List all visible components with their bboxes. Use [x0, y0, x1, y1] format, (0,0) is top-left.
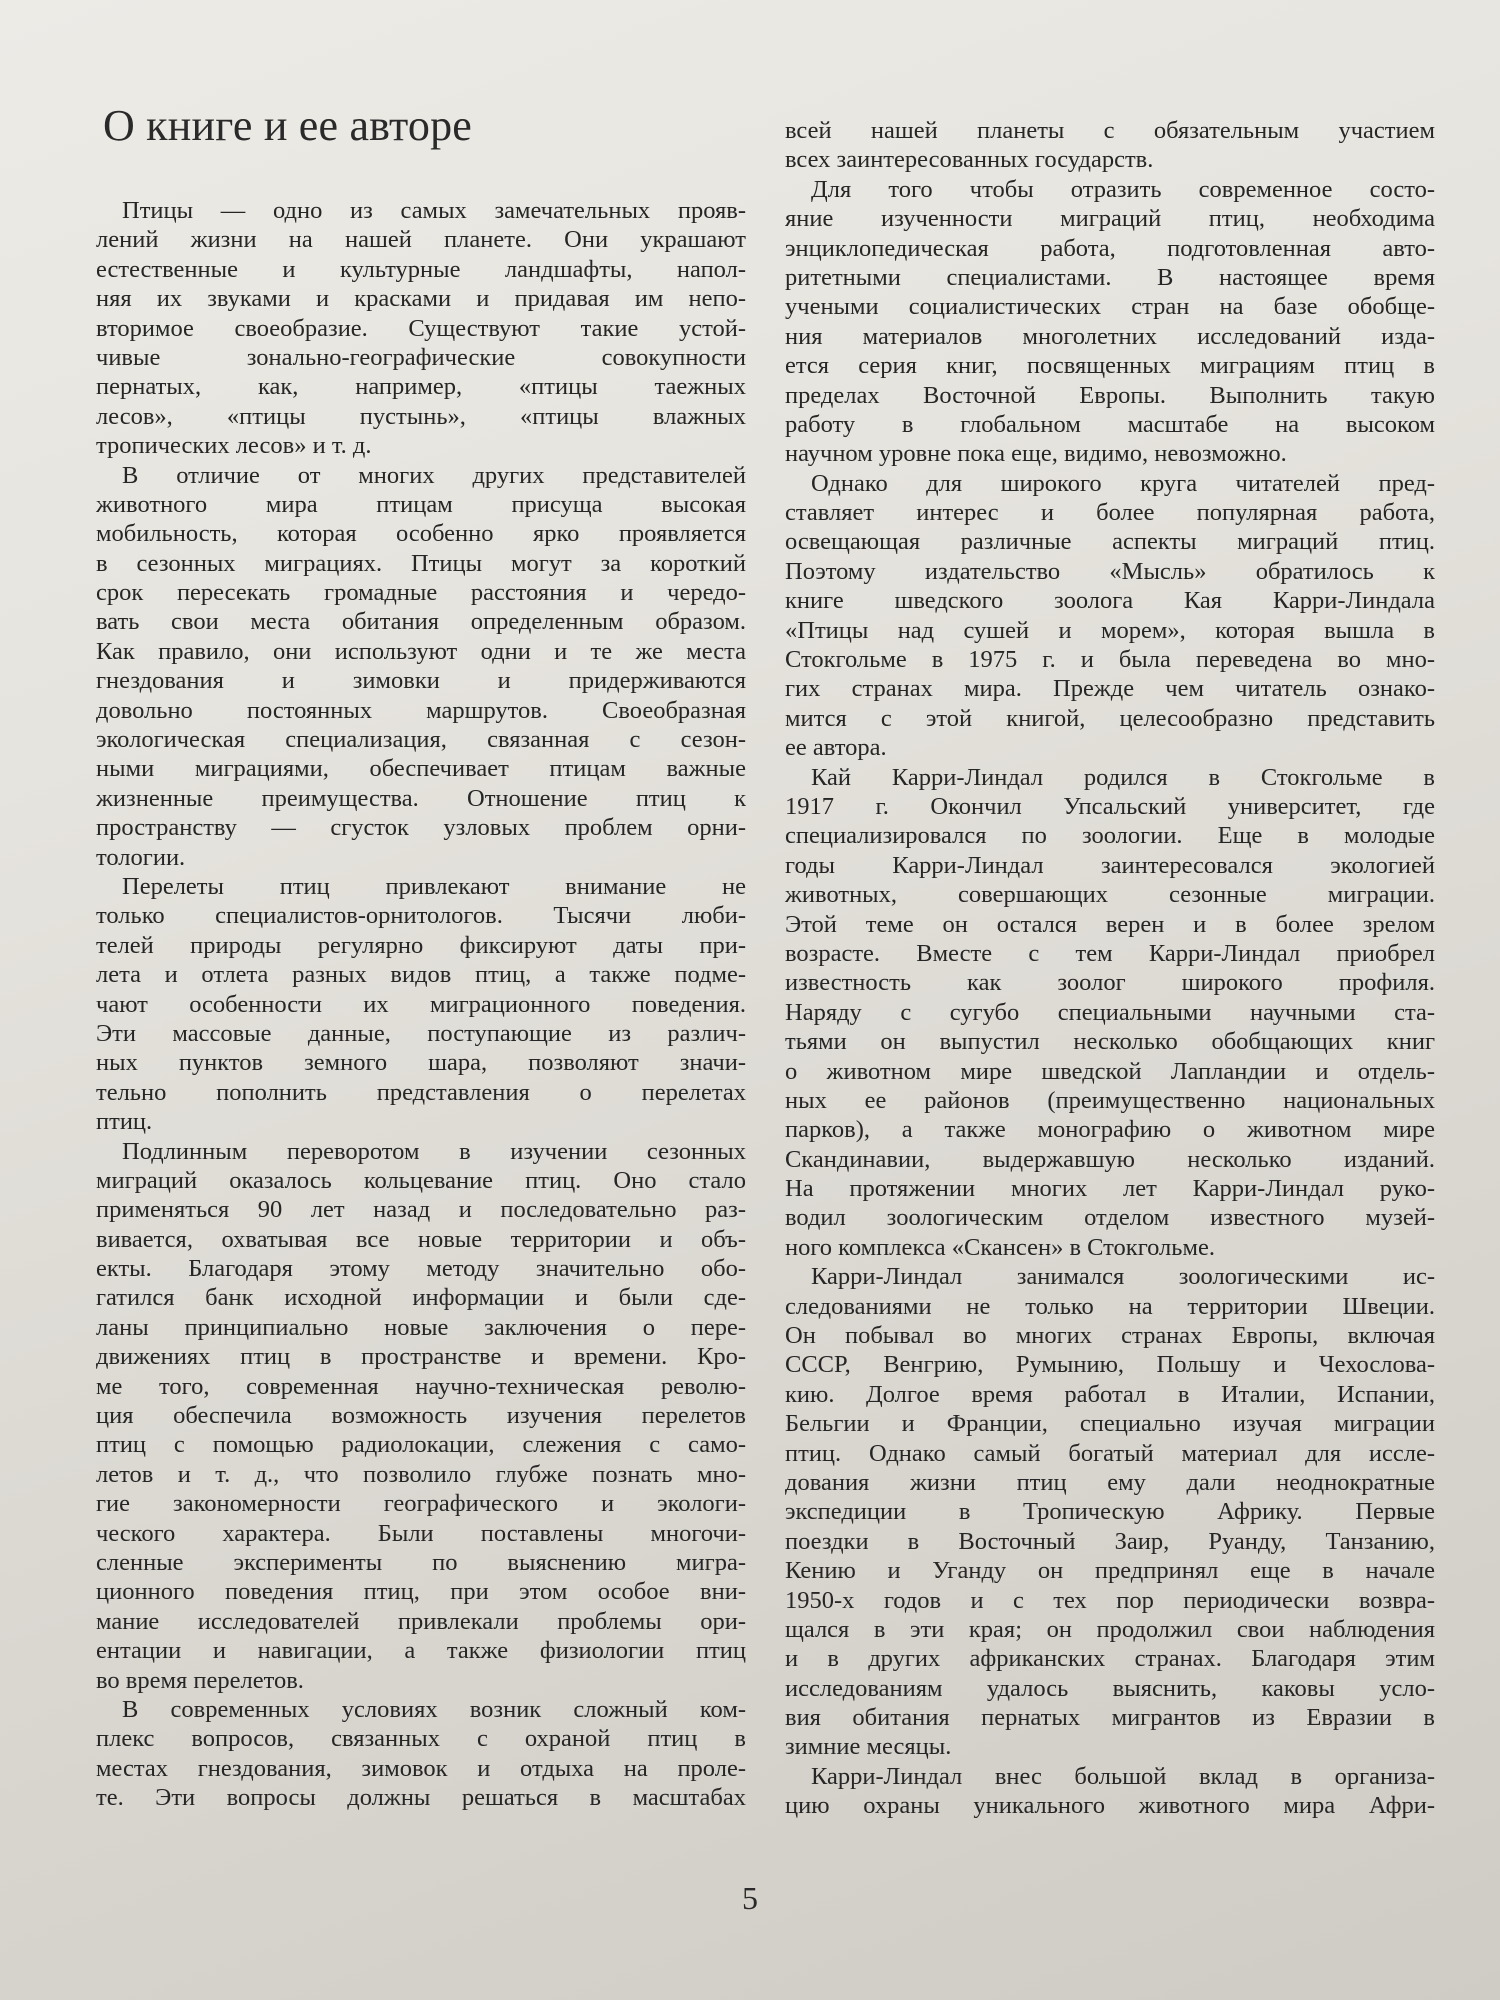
text-line: плекс вопросов, связанных с охраной птиц в [96, 1725, 746, 1753]
chapter-title: О книге и ее авторе [103, 101, 473, 150]
text-line: летов и т. д., что позволило глубже познать мно- [96, 1460, 746, 1488]
text-line: птиц с помощью радиолокации, слежения с само- [96, 1431, 746, 1459]
text-line: всей нашей планеты с обязательным участием [785, 117, 1435, 144]
text-line: Бельгии и Франции, специально изучая миграции [785, 1410, 1435, 1438]
text-line: водил зоологическим отделом известного музей- [785, 1204, 1435, 1232]
text-line: гие закономерности географического и экологи- [96, 1490, 746, 1518]
text-line: о животном мире шведской Лапландии и отдель- [785, 1057, 1435, 1085]
text-line: и в других африканских странах. Благодаря этим [785, 1645, 1435, 1673]
text-line: Эти массовые данные, поступающие из различ- [96, 1019, 746, 1047]
text-line: учеными социалистических стран на базе обобще- [785, 293, 1435, 321]
text-line: ентации и навигации, а также физиологии птиц [96, 1637, 746, 1665]
text-line: возрасте. Вместе с тем Карри-Линдал приобрел [785, 939, 1435, 967]
text-line: годы Карри-Линдал заинтересовался экологией [785, 851, 1435, 879]
text-line: тельно пополнить представления о перелетах [96, 1078, 746, 1106]
text-line: во время перелетов. [96, 1666, 304, 1694]
left-column [96, 196, 746, 1812]
text-line: дования жизни птиц ему дали неоднократные [785, 1468, 1435, 1496]
text-line: книге шведского зоолога Кая Карри-Линдала [785, 587, 1435, 615]
text-line: пространству — сгусток узловых проблем орни- [96, 814, 746, 842]
text-line: екты. Благодаря этому методу значительно обо- [96, 1255, 746, 1283]
text-line: лета и отлета разных видов птиц, а также подме- [96, 961, 746, 989]
text-line: в сезонных миграциях. Птицы могут за короткий [96, 549, 746, 577]
text-line: энциклопедическая работа, подготовленная авто- [785, 234, 1435, 262]
text-line: мание исследователей привлекали проблемы ори- [96, 1607, 746, 1635]
text-line: ных ее районов (преимущественно национальных [785, 1086, 1435, 1114]
text-line: ных пунктов земного шара, позволяют значи- [96, 1049, 746, 1077]
text-line: Кению и Уганду он предпринял еще в начале [785, 1557, 1435, 1585]
text-line: ланы принципиально новые заключения о пере- [96, 1313, 746, 1341]
text-line: В современных условиях возник сложный ком- [122, 1695, 746, 1723]
text-line: Как правило, они используют одни и те же места [96, 637, 746, 665]
text-line: экологическая специализация, связанная с сезон- [96, 726, 746, 754]
text-line: Перелеты птиц привлекают внимание не [122, 872, 746, 900]
text-line: жизненные преимущества. Отношение птиц к [96, 784, 746, 812]
text-line: птиц. [96, 1108, 153, 1136]
text-line: Карри-Линдал внес большой вклад в организа- [811, 1762, 1435, 1790]
text-line: щался в эти края; он продолжил свои наблюдения [785, 1615, 1435, 1643]
text-line: работу в глобальном масштабе на высоком [785, 410, 1435, 438]
text-line: пределах Восточной Европы. Выполнить такую [785, 381, 1435, 409]
text-line: тологии. [96, 843, 186, 871]
text-line: мобильность, которая особенно ярко проявляется [96, 520, 746, 548]
text-line: ными миграциями, обеспечивает птицам важные [96, 755, 746, 783]
text-line: тропических лесов» и т. д. [96, 432, 372, 460]
text-line: Карри-Линдал занимался зоологическими ис- [811, 1263, 1435, 1291]
text-line: сленные эксперименты по выяснению мигра- [96, 1548, 746, 1576]
text-line: лесов», «птицы пустынь», «птицы влажных [96, 402, 746, 430]
text-line: движениях птиц в пространстве и времени. Кро- [96, 1343, 746, 1371]
text-line: Скандинавии, выдержавшую несколько изданий. [785, 1145, 1435, 1173]
text-line: ставляет интерес и более популярная работа, [785, 499, 1435, 527]
text-line: ее автора. [785, 734, 887, 762]
text-line: применяться 90 лет назад и последовательно раз- [96, 1196, 746, 1224]
text-line: ритетными специалистами. В настоящее время [785, 263, 1435, 291]
text-line: Наряду с сугубо специальными научными ста- [785, 998, 1435, 1026]
text-line: яние изученности миграций птиц, необходима [785, 205, 1435, 233]
text-line: Однако для широкого круга читателей пред- [811, 469, 1435, 497]
text-line: ческого характера. Были поставлены многочи- [96, 1519, 746, 1547]
text-line: гих странах мира. Прежде чем читатель ознако- [785, 675, 1435, 703]
text-line: гнездования и зимовки и придерживаются [96, 667, 746, 695]
text-line: кию. Долгое время работал в Италии, Испании, [785, 1380, 1435, 1408]
text-line: те. Эти вопросы должны решаться в масштабах [96, 1784, 746, 1812]
text-line: Птицы — одно из самых замечательных прояв- [122, 197, 746, 224]
text-line: 1917 г. Окончил Упсальский университет, где [785, 792, 1435, 820]
text-line: ционного поведения птиц, при этом особое вни- [96, 1578, 746, 1606]
text-line: местах гнездования, зимовок и отдыха на проле- [96, 1754, 746, 1782]
text-line: вия обитания пернатых мигрантов из Евразии в [785, 1704, 1435, 1732]
text-line: известность как зоолог широкого профиля. [785, 969, 1435, 997]
text-line: миграций оказалось кольцевание птиц. Оно стало [96, 1166, 746, 1194]
text-line: Поэтому издательство «Мысль» обратилось к [785, 557, 1435, 585]
text-line: гатился банк исходной информации и были сде- [96, 1284, 746, 1312]
text-line: лений жизни на нашей планете. Они украшают [96, 226, 746, 254]
text-line: чают особенности их миграционного поведения. [96, 990, 746, 1018]
text-line: научном уровне пока еще, видимо, невозможно. [785, 440, 1287, 468]
text-line: естественные и культурные ландшафты, напол- [96, 255, 746, 283]
text-line: мится с этой книгой, целесообразно представить [785, 704, 1435, 732]
text-line: только специалистов-орнитологов. Тысячи люби- [96, 902, 746, 930]
text-line: исследованиям удалось выяснить, каковы усло- [785, 1674, 1435, 1702]
text-line: экспедиции в Тропическую Африку. Первые [785, 1498, 1435, 1526]
text-line: чивые зонально-географические совокупности [96, 343, 746, 371]
text-line: зимние месяцы. [785, 1733, 952, 1761]
text-line: В отличие от многих других представителей [122, 461, 746, 489]
text-line: Он побывал во многих странах Европы, включая [785, 1322, 1435, 1350]
text-line: Кай Карри-Линдал родился в Стокгольме в [811, 763, 1435, 791]
text-line: поездки в Восточный Заир, Руанду, Танзанию, [785, 1527, 1435, 1555]
right-column [785, 116, 1435, 1821]
text-line: парков), а также монографию о животном мире [785, 1116, 1435, 1144]
text-line: специализировался по зоологии. Еще в молодые [785, 822, 1435, 850]
text-line: срок пересекать громадные расстояния и чередо- [96, 579, 746, 607]
text-line: телей природы регулярно фиксируют даты при- [96, 931, 746, 959]
text-line: вивается, охватывая все новые территории и объ- [96, 1225, 746, 1253]
text-line: ния материалов многолетних исследований изда- [785, 322, 1435, 350]
text-line: животного мира птицам присуща высокая [96, 490, 746, 518]
text-line: СССР, Венгрию, Румынию, Польшу и Чехослова- [785, 1351, 1435, 1379]
text-line: следованиями не только на территории Швеции. [785, 1292, 1435, 1320]
text-line: Подлинным переворотом в изучении сезонных [122, 1137, 746, 1165]
text-line: животных, совершающих сезонные миграции. [785, 881, 1435, 909]
text-line: довольно постоянных маршрутов. Своеобразная [96, 696, 746, 724]
text-line: Этой теме он остался верен и в более зрелом [785, 910, 1435, 938]
text-line: ме того, современная научно-техническая револю- [96, 1372, 746, 1400]
text-line: Стокгольме в 1975 г. и была переведена во мно- [785, 646, 1435, 674]
text-line: ция обеспечила возможность изучения перелетов [96, 1402, 746, 1430]
text-line: Для того чтобы отразить современное состо- [811, 175, 1435, 203]
text-line: 1950-х годов и с тех пор периодически возвра- [785, 1586, 1435, 1614]
text-line: птиц. Однако самый богатый материал для иссле- [785, 1439, 1435, 1467]
text-line: тьями он выпустил несколько обобщающих книг [785, 1028, 1435, 1056]
page-number: 5 [742, 1880, 758, 1916]
text-line: ется серия книг, посвященных миграциям птиц в [785, 352, 1435, 380]
text-line: вать свои места обитания определенным образом. [96, 608, 746, 636]
text-line: освещающая различные аспекты миграций птиц. [785, 528, 1435, 556]
text-line: ного комплекса «Скансен» в Стокгольме. [785, 1233, 1215, 1261]
text-line: «Птицы над сушей и морем», которая вышла в [785, 616, 1435, 644]
text-line: На протяжении многих лет Карри-Линдал руко- [785, 1175, 1435, 1203]
text-line: цию охраны уникального животного мира Афри- [785, 1792, 1435, 1820]
text-line: пернатых, как, например, «птицы таежных [96, 373, 746, 401]
text-line: вторимое своеобразие. Существуют такие устой- [96, 314, 746, 342]
text-line: няя их звуками и красками и придавая им непо- [96, 285, 746, 313]
text-line: всех заинтересованных государств. [785, 146, 1154, 174]
